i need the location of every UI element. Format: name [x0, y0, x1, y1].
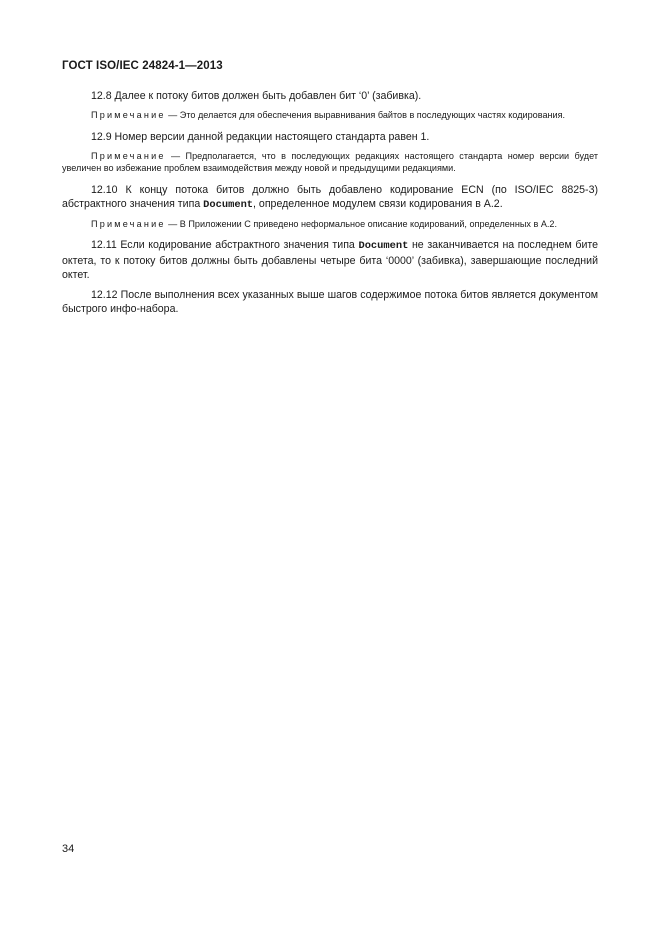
page-number: 34	[62, 843, 75, 855]
note-text: — Предполагается, что в последующих редакциях настоящего стандарта номер версии будет увеличен во избежание проблем взаимодействия между новой и предыдущими редакциями.	[62, 150, 598, 174]
note-text: — В Приложении С приведено неформальное описание кодирований, определенных в А.2.	[165, 219, 557, 230]
paragraph-text: 12.10 К концу потока битов должно быть добавлено кодирование ECN (по ISO/IEC 8825-3) абстрактного значения типа	[62, 183, 598, 210]
code-term: Document	[203, 198, 254, 211]
paragraph-text: , определенное модулем связи кодирования в А.2.	[253, 197, 503, 210]
paragraph-12-12: 12.12 После выполнения всех указанных выше шагов содержимое потока битов является документом быстрого инфо-набора.	[62, 289, 598, 316]
paragraph-12-11	[62, 238, 598, 282]
paragraph-12-10	[62, 183, 598, 212]
paragraph-text: не заканчивается на последнем бите октета, то к потоку битов должны быть добавлены четыре бита ‘0000’ (забивка), завершающие последний октет.	[62, 239, 598, 281]
note-label: Примечание	[91, 110, 166, 121]
note-label: Примечание	[91, 150, 166, 161]
paragraph-text: 12.11 Если кодирование абстрактного значения типа	[91, 239, 359, 252]
note-2	[62, 150, 598, 175]
document-header: ГОСТ ISO/IEC 24824-1—2013	[62, 60, 223, 72]
note-label: Примечание	[91, 219, 166, 230]
note-3	[62, 218, 598, 230]
code-term: Document	[358, 240, 409, 253]
note-1	[62, 109, 598, 121]
paragraph-12-9: 12.9 Номер версии данной редакции настоящего стандарта равен 1.	[91, 130, 430, 143]
note-text: — Это делается для обеспечения выравнивания байтов в последующих частях кодирования.	[165, 110, 566, 121]
document-body	[62, 89, 598, 322]
paragraph-12-8: 12.8 Далее к потоку битов должен быть добавлен бит ‘0’ (забивка).	[91, 90, 422, 102]
